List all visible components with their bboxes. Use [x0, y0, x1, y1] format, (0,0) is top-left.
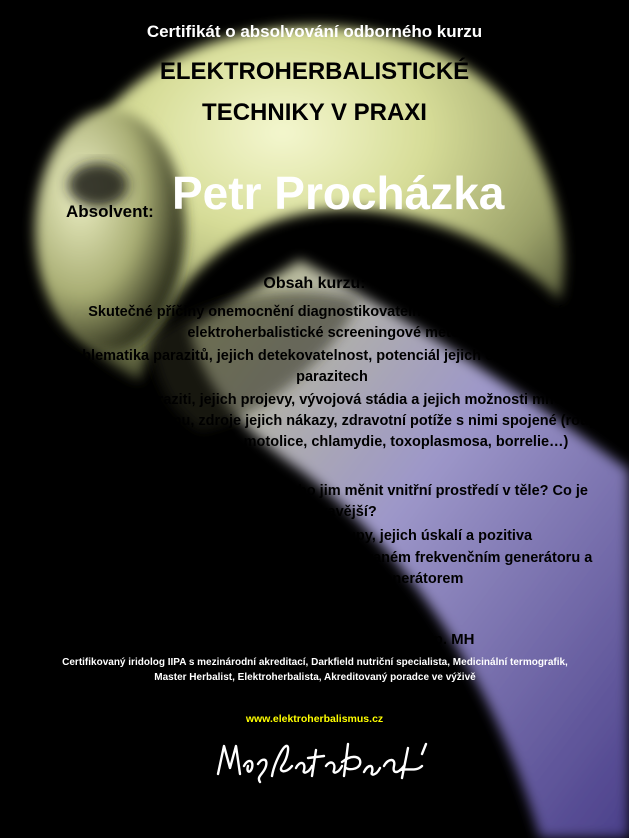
- course-title-line1: ELEKTROHERBALISTICKÉ: [159, 58, 470, 85]
- bullet-dash: -: [24, 348, 29, 364]
- date-line: [33, 796, 168, 814]
- bullet-dash: -: [24, 304, 29, 320]
- graduate-label: Absolvent:: [66, 202, 154, 221]
- graduate-name: Petr Procházka: [172, 167, 505, 219]
- course-content-item: [24, 548, 624, 590]
- course-content-item: [24, 302, 624, 344]
- date-label: Datum:: [33, 796, 89, 813]
- course-content-item: [24, 390, 624, 453]
- course-content-item: [24, 526, 624, 547]
- certificate-header: Certifikát o absolvování odborného kurzu: [146, 22, 483, 41]
- bullet-dash: -: [24, 550, 29, 566]
- course-content-item-text: Viry, bakterie, plísně – zabíjet nebo jim měnit vnitřní prostředí v těle? Co je prozíravější?: [76, 483, 588, 520]
- date-value: 15.5. 2013: [92, 796, 169, 813]
- course-content-item-text: Skutečné příčiny onemocnění diagnostikovatelné skze naturopatické a elektroherbalistické screeningové metody: [88, 304, 576, 341]
- bullet-dash: -: [24, 528, 29, 544]
- course-content-item-text: Zkušenosti s detekcí patogenů na certifikovaném frekvenčním generátoru a zkušenosti s plasmovým generátorem: [71, 550, 593, 587]
- course-content-heading: Obsah kurzu:: [263, 275, 366, 292]
- signature-icon: [212, 736, 442, 786]
- course-title-line2: TECHNIKY V PRAXI: [202, 99, 427, 126]
- course-content-item-text: Problematika parazitů, jejich detekovatelnost, potenciál jejich eliminace, mýty o parazitech: [58, 348, 606, 385]
- course-content-item-text: Naturopatické detoxikační postupy, jejich úskalí a pozitiva: [131, 528, 533, 544]
- lecturer-credentials: Certifikovaný iridolog IIPA s mezinárodní akreditací, Darkfield nutriční specialista, Medicinální termografik, Master Herbalist, Elektroherbalista, Akreditovaný poradce ve výživě: [62, 657, 568, 683]
- bullet-dash: -: [24, 392, 29, 408]
- course-content-item-text: Nejčastější paraziti, jejich projevy, vývojová stádia a jejich možnosti množení v lidském organismu, zdroje jejich nákazy, zdravotní potíže s nimi spojené (roupi, škrkavky, tasemnice, motolice, chlamydie, toxoplasmosa, borrelie…): [58, 392, 606, 450]
- bullet-dash: -: [24, 483, 29, 499]
- lecturer-line: Lektor: Mgr. Kateřina Konrádová, CI, Dip. MH: [154, 631, 475, 648]
- course-content-item: [24, 481, 624, 523]
- course-content-item: [24, 346, 624, 388]
- website-link[interactable]: www.elektroherbalismus.cz: [245, 713, 384, 725]
